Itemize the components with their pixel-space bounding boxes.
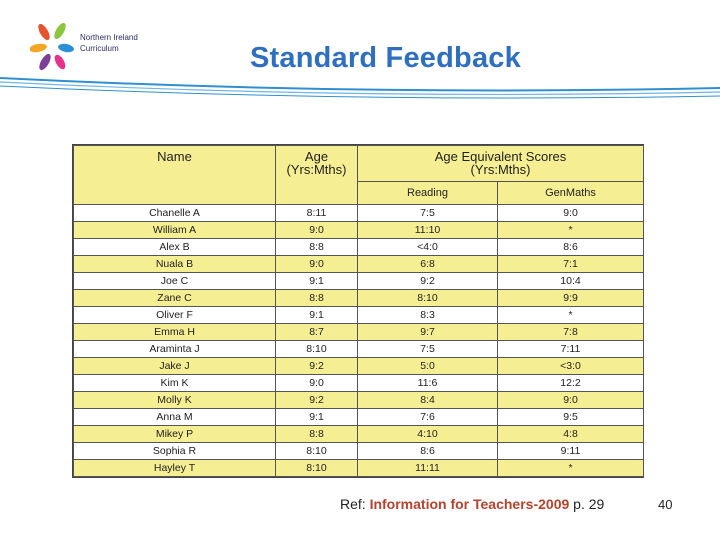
cell-name: Hayley T [74, 460, 276, 477]
table-row [74, 222, 644, 239]
cell-genmaths: <3:0 [498, 358, 644, 375]
cell-name: William A [74, 222, 276, 239]
logo-line-1: Northern Ireland [80, 33, 138, 42]
cell-age: 8:8 [276, 239, 358, 256]
cell-name: Molly K [74, 392, 276, 409]
cell-name: Alex B [74, 239, 276, 256]
cell-genmaths: * [498, 307, 644, 324]
cell-name: Anna M [74, 409, 276, 426]
cell-age: 9:0 [276, 222, 358, 239]
cell-name: Joe C [74, 273, 276, 290]
cell-age: 8:10 [276, 460, 358, 477]
header-genmaths: GenMaths [498, 182, 644, 205]
header-reading: Reading [358, 182, 498, 205]
header-age [276, 146, 358, 205]
slide-title: Standard Feedback [250, 42, 521, 74]
table-row [74, 273, 644, 290]
cell-genmaths: 9:9 [498, 290, 644, 307]
cell-age: 9:1 [276, 409, 358, 426]
reference-prefix: Ref: [340, 496, 370, 512]
reference-line [340, 496, 604, 512]
cell-reading: 6:8 [358, 256, 498, 273]
cell-name: Zane C [74, 290, 276, 307]
table-row [74, 392, 644, 409]
scores-table [73, 145, 644, 477]
table-row [74, 341, 644, 358]
cell-reading: 8:10 [358, 290, 498, 307]
table-row [74, 375, 644, 392]
cell-name: Sophia R [74, 443, 276, 460]
cell-genmaths: 9:0 [498, 392, 644, 409]
cell-name: Nuala B [74, 256, 276, 273]
cell-reading: 7:6 [358, 409, 498, 426]
cell-reading: 11:11 [358, 460, 498, 477]
cell-age: 9:2 [276, 358, 358, 375]
cell-genmaths: * [498, 222, 644, 239]
header-name [74, 146, 276, 205]
table-row [74, 324, 644, 341]
scores-table-container [72, 144, 644, 478]
cell-reading: 8:3 [358, 307, 498, 324]
cell-age: 9:0 [276, 256, 358, 273]
table-row [74, 426, 644, 443]
cell-age: 9:1 [276, 307, 358, 324]
cell-genmaths: 12:2 [498, 375, 644, 392]
table-row [74, 443, 644, 460]
cell-name: Kim K [74, 375, 276, 392]
decorative-swoosh [0, 70, 720, 110]
cell-age: 8:8 [276, 290, 358, 307]
cell-reading: 8:4 [358, 392, 498, 409]
page-number: 40 [658, 497, 673, 512]
cell-reading: 9:2 [358, 273, 498, 290]
cell-name: Oliver F [74, 307, 276, 324]
cell-age: 8:10 [276, 341, 358, 358]
cell-age: 8:7 [276, 324, 358, 341]
table-row [74, 409, 644, 426]
table-row [74, 205, 644, 222]
logo-line-2: Curriculum [80, 44, 119, 53]
cell-reading: 11:6 [358, 375, 498, 392]
cell-genmaths: 10:4 [498, 273, 644, 290]
cell-reading: <4:0 [358, 239, 498, 256]
cell-genmaths: 9:5 [498, 409, 644, 426]
cell-genmaths: 7:11 [498, 341, 644, 358]
cell-name: Mikey P [74, 426, 276, 443]
cell-name: Araminta J [74, 341, 276, 358]
header-name-label: Name [157, 149, 192, 164]
cell-name: Jake J [74, 358, 276, 375]
cell-reading: 5:0 [358, 358, 498, 375]
table-row [74, 290, 644, 307]
cell-reading: 9:7 [358, 324, 498, 341]
cell-genmaths: 8:6 [498, 239, 644, 256]
cell-genmaths: 4:8 [498, 426, 644, 443]
reference-suffix: p. 29 [569, 496, 605, 512]
cell-reading: 7:5 [358, 205, 498, 222]
cell-genmaths: 9:0 [498, 205, 644, 222]
cell-name: Emma H [74, 324, 276, 341]
table-row [74, 460, 644, 477]
scores-table-body [74, 205, 644, 477]
cell-reading: 7:5 [358, 341, 498, 358]
cell-age: 9:0 [276, 375, 358, 392]
reference-source: Information for Teachers-2009 [369, 496, 570, 512]
header-age-label: Age [304, 149, 329, 164]
cell-age: 9:2 [276, 392, 358, 409]
cell-reading: 4:10 [358, 426, 498, 443]
header-scores [358, 146, 644, 182]
cell-age: 8:10 [276, 443, 358, 460]
header-scores-label: Age Equivalent Scores [434, 149, 567, 164]
cell-genmaths: * [498, 460, 644, 477]
cell-age: 8:8 [276, 426, 358, 443]
header-age-unit: (Yrs:Mths) [286, 162, 347, 177]
table-row [74, 256, 644, 273]
table-row [74, 307, 644, 324]
cell-age: 9:1 [276, 273, 358, 290]
cell-genmaths: 7:1 [498, 256, 644, 273]
cell-reading: 11:10 [358, 222, 498, 239]
cell-name: Chanelle A [74, 205, 276, 222]
cell-genmaths: 7:8 [498, 324, 644, 341]
table-row [74, 239, 644, 256]
cell-age: 8:11 [276, 205, 358, 222]
cell-genmaths: 9:11 [498, 443, 644, 460]
cell-reading: 8:6 [358, 443, 498, 460]
table-row [74, 358, 644, 375]
header-scores-unit: (Yrs:Mths) [470, 162, 531, 177]
logo-petals-icon [30, 18, 80, 78]
logo-text [80, 32, 138, 54]
